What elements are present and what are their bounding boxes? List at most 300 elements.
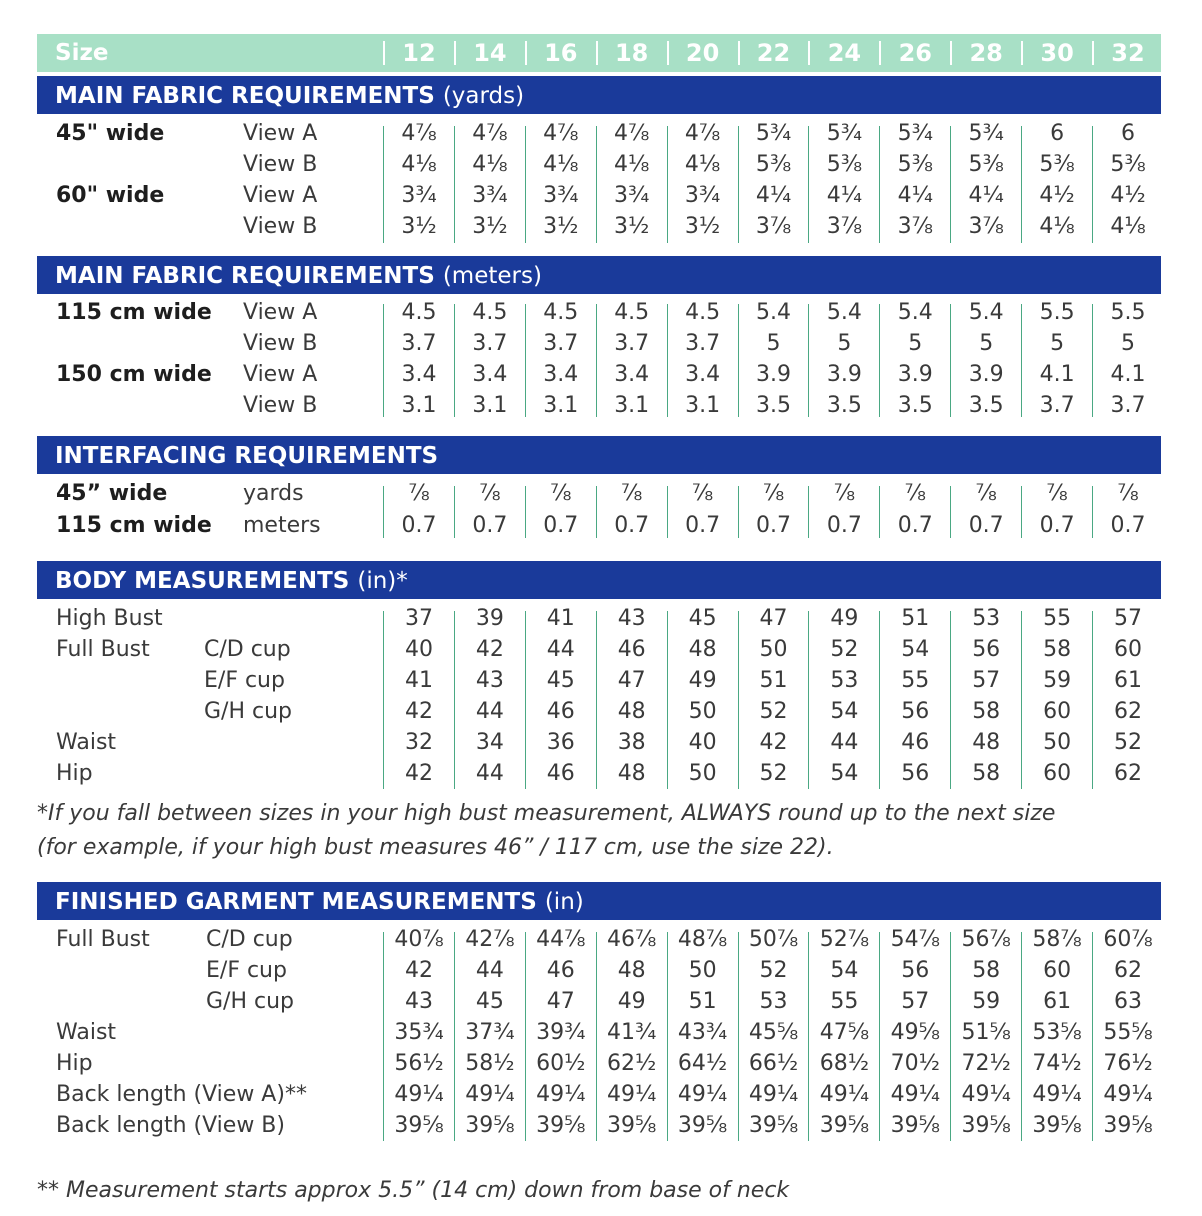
row-label: 45” wide [56,481,168,506]
table-cell: 3.5 [897,393,933,418]
table-cell: 0.7 [1110,513,1146,538]
table-cell: 56 [901,761,930,786]
table-cell: 46 [617,637,646,662]
table-cell: 3.7 [1039,393,1075,418]
table-cell: 5 [837,331,852,356]
table-cell: 3½ [684,214,721,239]
table-cell: 0.7 [1039,513,1075,538]
table-cell: 44⅞ [536,927,586,952]
table-cell: 61 [1043,989,1072,1014]
table-cell: 49¼ [607,1082,657,1107]
table-cell: 5¾ [968,121,1004,146]
table-cell: 40 [405,637,433,662]
table-cell: 52 [830,637,859,662]
table-cell: 41 [546,606,575,631]
table-cell: 3.7 [1110,393,1146,418]
table-cell: 52 [1114,730,1142,755]
table-cell: 4½ [1110,183,1146,208]
row-label: 150 cm wide [56,362,212,387]
table-cell: 4.5 [472,300,508,325]
table-cell: 43¾ [677,1020,728,1045]
table-cell: 39⅝ [890,1113,940,1138]
table-cell: 39⅝ [961,1113,1011,1138]
table-cell: ⅞ [904,481,926,506]
table-cell: 3¾ [472,183,508,208]
table-cell: 56⅞ [961,927,1011,952]
size-value: 20 [685,39,720,67]
row-label: Back length (View A)** [56,1082,307,1107]
section-title-text: BODY MEASUREMENTS [55,568,350,594]
table-cell: 42⅞ [465,927,515,952]
table-cell: 39⅝ [819,1113,870,1138]
table-cell: 45⅝ [748,1020,799,1045]
size-value: 12 [402,39,436,67]
size-value: 32 [1111,39,1145,67]
table-cell: 0.7 [472,513,508,538]
table-cell: 48 [617,761,646,786]
table-cell: 45 [688,606,717,631]
section-header [37,256,1161,294]
row-sublabel: meters [243,513,321,538]
table-cell: 56 [901,958,930,983]
table-cell: ⅞ [621,481,643,506]
table-cell: 58 [972,958,1001,983]
table-cell: 3½ [401,214,437,239]
table-cell: 5.5 [1039,300,1075,325]
table-cell: 5⅜ [897,152,933,177]
table-cell: 5⅜ [1039,152,1075,177]
table-cell: 43 [475,668,504,693]
table-cell: 43 [617,606,646,631]
row-label: Waist [56,730,117,755]
table-cell: 50 [1043,730,1072,755]
table-cell: 4⅞ [543,121,579,146]
table-cell: 54 [901,637,930,662]
table-cell: 3.1 [614,393,650,418]
row-label: 115 cm wide [56,513,212,538]
table-cell: 3.9 [897,362,933,387]
table-cell: 0.7 [826,513,862,538]
table-cell: 49¼ [1103,1082,1153,1107]
table-cell: 3.5 [968,393,1004,418]
table-cell: 3¾ [401,183,437,208]
row-sublabel: View A [243,121,318,146]
table-cell: 55 [901,668,930,693]
table-cell: 55 [1043,606,1072,631]
table-cell: 42 [405,958,433,983]
table-cell: 39⅝ [677,1113,728,1138]
row-sublabel: G/H cup [206,989,294,1014]
table-cell: 44 [475,699,504,724]
table-cell: 4⅛ [614,152,650,177]
table-cell: 3.7 [685,331,721,356]
table-cell: 0.7 [756,513,791,538]
table-cell: 58 [1043,637,1072,662]
table-cell: 5 [908,331,923,356]
table-cell: 39⅝ [1032,1113,1082,1138]
table-cell: ⅞ [550,481,572,506]
size-value: 30 [1040,39,1074,67]
table-cell: 3.7 [614,331,650,356]
section-unit: (in) [544,889,584,915]
table-cell: 48 [617,699,646,724]
table-cell: 5.4 [756,300,791,325]
table-cell: 49¼ [748,1082,799,1107]
table-cell: 53⅝ [1032,1020,1082,1045]
table-cell: 4.5 [614,300,650,325]
table-cell: 68½ [819,1051,870,1076]
table-cell: 42 [475,637,504,662]
row-label: Hip [56,1051,93,1076]
size-value: 22 [756,39,791,67]
table-cell: 70½ [890,1051,940,1076]
table-cell: 52 [759,958,788,983]
table-cell: 58⅞ [1032,927,1082,952]
table-cell: 46 [546,761,575,786]
table-cell: 48 [617,958,646,983]
table-cell: 0.7 [614,513,650,538]
table-cell: 47 [546,989,575,1014]
table-cell: 4.1 [1110,362,1146,387]
table-cell: 44 [546,637,575,662]
table-cell: 52 [759,761,788,786]
row-label: Waist [56,1020,117,1045]
table-cell: 50⅞ [748,927,799,952]
row-sublabel: C/D cup [204,637,291,662]
table-cell: 60 [1043,699,1072,724]
table-cell: 55⅝ [1103,1020,1153,1045]
table-cell: 6 [1121,121,1135,146]
row-label: Back length (View B) [56,1113,285,1138]
section-header [37,76,1161,114]
table-cell: ⅞ [762,481,785,506]
table-cell: 46⅞ [607,927,657,952]
table-cell: 39⅝ [607,1113,657,1138]
table-cell: 4⅞ [401,121,437,146]
section-title [55,263,542,289]
table-cell: 53 [759,989,788,1014]
table-cell: 50 [759,637,788,662]
row-sublabel: View A [243,183,318,208]
table-cell: 3.4 [685,362,721,387]
table-cell: 4⅛ [684,152,721,177]
table-cell: 74½ [1032,1051,1082,1076]
section-title [55,568,408,594]
size-value: 26 [898,39,932,67]
table-cell: 3.5 [826,393,862,418]
table-cell: 0.7 [897,513,933,538]
table-cell: 59 [972,989,1001,1014]
table-cell: 4.1 [1039,362,1075,387]
table-cell: 62 [1114,958,1142,983]
table-cell: 3¾ [684,183,721,208]
section-title-text: MAIN FABRIC REQUIREMENTS [55,263,435,289]
table-cell: 60⅞ [1103,927,1153,952]
section-title-text: FINISHED GARMENT MEASUREMENTS [55,889,537,915]
table-cell: 3⅞ [826,214,863,239]
table-cell: 64½ [677,1051,728,1076]
table-cell: 49¼ [961,1082,1011,1107]
table-cell: 5 [1050,331,1065,356]
table-cell: 50 [688,761,717,786]
table-cell: 5 [979,331,994,356]
table-cell: 62 [1114,699,1142,724]
row-label: 60" wide [56,183,165,208]
table-cell: 5⅜ [968,152,1004,177]
table-cell: ⅞ [691,481,714,506]
table-cell: 37 [405,606,433,631]
table-cell: 56½ [394,1051,444,1076]
table-cell: 0.7 [401,513,437,538]
section-title [55,83,524,109]
table-cell: 4½ [1039,183,1075,208]
size-label: Size [55,40,109,66]
table-cell: 4⅛ [401,152,437,177]
table-cell: 0.7 [543,513,579,538]
section-title-text: MAIN FABRIC REQUIREMENTS [55,83,435,109]
table-cell: 50 [688,958,717,983]
row-sublabel: View B [243,393,318,418]
table-cell: 59 [1043,668,1072,693]
table-cell: 58½ [465,1051,515,1076]
table-cell: 4⅞ [472,121,508,146]
table-cell: 54 [830,699,859,724]
table-cell: 3.9 [968,362,1004,387]
table-cell: 4¼ [968,183,1004,208]
table-cell: 57 [1114,606,1142,631]
table-cell: 32 [405,730,433,755]
table-cell: 3½ [614,214,650,239]
table-cell: 3⅞ [897,214,933,239]
table-cell: 56 [972,637,1001,662]
section-header [37,436,1161,474]
table-cell: ⅞ [408,481,430,506]
table-cell: 51⅝ [961,1020,1011,1045]
size-value: 24 [827,39,862,67]
table-cell: 3.1 [685,393,721,418]
table-cell: 62½ [607,1051,657,1076]
table-cell: ⅞ [479,481,501,506]
table-cell: 39⅝ [1103,1113,1153,1138]
body-measurement-note-line-2: (for example, if your high bust measures 46” / 117 cm, use the size 22). [37,835,834,860]
table-cell: 45 [546,668,575,693]
row-sublabel: View B [243,214,318,239]
table-cell: 3¾ [614,183,650,208]
size-value: 14 [473,39,507,67]
table-cell: 4.5 [543,300,579,325]
table-cell: 44 [475,761,504,786]
table-cell: 3.4 [472,362,508,387]
row-label: Full Bust [56,637,150,662]
row-label: 45" wide [56,121,165,146]
table-cell: 55 [830,989,859,1014]
table-cell: 57 [972,668,1001,693]
table-cell: 41¾ [607,1020,657,1045]
section-header [37,882,1161,920]
table-cell: 51 [901,606,930,631]
table-cell: 5.5 [1110,300,1146,325]
table-cell: 5⅜ [755,152,792,177]
table-cell: 5¾ [755,121,792,146]
table-cell: 3.4 [401,362,437,387]
table-cell: 5 [1121,331,1135,356]
table-cell: 4.5 [401,300,437,325]
table-cell: 0.7 [685,513,721,538]
table-cell: 5¾ [826,121,863,146]
body-measurement-note-line-1: *If you fall between sizes in your high bust measurement, ALWAYS round up to the next size [37,801,1056,826]
table-cell: 53 [972,606,1001,631]
table-cell: 3½ [472,214,508,239]
table-cell: 3.7 [401,331,437,356]
section-unit: (yards) [442,83,525,109]
table-cell: 0.7 [968,513,1004,538]
section-title [55,443,438,469]
table-cell: 49¼ [890,1082,940,1107]
table-cell: ⅞ [975,481,997,506]
table-cell: 4⅛ [1110,214,1146,239]
section-header [37,561,1161,599]
table-cell: 49¼ [1032,1082,1082,1107]
table-cell: 47⅝ [819,1020,870,1045]
row-label: Hip [56,761,93,786]
table-cell: 3.9 [756,362,791,387]
size-header-row [37,34,1161,72]
table-cell: 49¼ [536,1082,586,1107]
table-cell: 56 [901,699,930,724]
section-title [55,889,584,915]
table-cell: 39⅝ [748,1113,799,1138]
table-cell: 5⅜ [826,152,863,177]
table-cell: 49 [617,989,646,1014]
table-cell: 42 [405,699,433,724]
table-cell: 39¾ [536,1020,586,1045]
table-cell: 5.4 [826,300,862,325]
size-value: 18 [614,39,649,67]
table-cell: 60 [1043,761,1072,786]
table-cell: 3⅞ [968,214,1004,239]
table-cell: 54 [830,958,859,983]
table-cell: 34 [475,730,504,755]
table-cell: 35¾ [394,1020,444,1045]
table-cell: 4⅛ [472,152,508,177]
table-cell: 48 [972,730,1001,755]
table-cell: 54 [830,761,859,786]
table-cell: 36 [546,730,575,755]
table-cell: 63 [1114,989,1142,1014]
row-label: 115 cm wide [56,300,212,325]
table-cell: 57 [901,989,930,1014]
size-value: 28 [969,39,1003,67]
table-cell: 45 [475,989,504,1014]
table-cell: 5¾ [897,121,933,146]
table-cell: 4⅞ [684,121,721,146]
row-sublabel: E/F cup [204,668,285,693]
row-sublabel: E/F cup [206,958,287,983]
table-cell: 44 [475,958,504,983]
table-cell: 37¾ [465,1020,515,1045]
table-cell: 76½ [1103,1051,1153,1076]
table-cell: 49 [830,606,859,631]
table-cell: 3.7 [472,331,508,356]
table-cell: ⅞ [1117,481,1139,506]
table-cell: 3.4 [543,362,579,387]
table-cell: 58 [972,699,1001,724]
table-cell: 46 [546,958,575,983]
table-cell: 4⅞ [614,121,650,146]
table-cell: 51 [688,989,717,1014]
section-unit: (meters) [442,263,542,289]
table-cell: 4¼ [897,183,933,208]
row-sublabel: C/D cup [206,927,293,952]
table-cell: 3.1 [543,393,579,418]
row-sublabel: yards [243,481,304,506]
table-cell: 48⅞ [677,927,728,952]
table-cell: 54⅞ [890,927,940,952]
table-cell: 40⅞ [394,927,444,952]
size-value: 16 [544,39,578,67]
row-label: High Bust [56,606,163,631]
section-title-text: INTERFACING REQUIREMENTS [55,443,439,469]
table-cell: 39⅝ [465,1113,515,1138]
table-cell: 51 [759,668,788,693]
row-sublabel: View A [243,300,318,325]
table-cell: 60½ [536,1051,586,1076]
table-cell: 4¼ [755,183,792,208]
table-cell: 52 [759,699,788,724]
table-cell: 5.4 [968,300,1004,325]
table-cell: 49 [688,668,717,693]
table-cell: 49⅝ [890,1020,940,1045]
table-cell: 52⅞ [819,927,870,952]
row-sublabel: View B [243,331,318,356]
table-cell: 49¼ [394,1082,444,1107]
table-cell: 46 [546,699,575,724]
table-cell: 3.4 [614,362,650,387]
row-sublabel: G/H cup [204,699,292,724]
table-cell: 47 [617,668,646,693]
table-cell: 4¼ [826,183,863,208]
row-sublabel: View B [243,152,318,177]
table-cell: ⅞ [833,481,856,506]
table-cell: 5⅜ [1110,152,1146,177]
table-cell: 58 [972,761,1001,786]
table-cell: 50 [688,699,717,724]
table-cell: 43 [405,989,433,1014]
table-cell: 5 [766,331,781,356]
table-cell: 47 [759,606,788,631]
table-cell: 39⅝ [536,1113,586,1138]
table-cell: 4⅛ [543,152,579,177]
table-cell: 42 [405,761,433,786]
table-cell: 39 [475,606,504,631]
table-cell: 49¼ [465,1082,515,1107]
table-cell: 60 [1043,958,1072,983]
table-cell: 40 [688,730,717,755]
table-cell: 38 [617,730,646,755]
table-cell: 3½ [543,214,579,239]
table-cell: 41 [405,668,433,693]
table-cell: 61 [1114,668,1142,693]
table-cell: 39⅝ [394,1113,444,1138]
table-cell: 3.5 [756,393,791,418]
table-cell: 62 [1114,761,1142,786]
back-length-footnote: ** Measurement starts approx 5.5” (14 cm) down from base of neck [37,1178,790,1203]
table-cell: 44 [830,730,859,755]
table-cell: 42 [759,730,788,755]
table-cell: ⅞ [1046,481,1068,506]
table-cell: 3.1 [472,393,508,418]
table-cell: 49¼ [677,1082,728,1107]
